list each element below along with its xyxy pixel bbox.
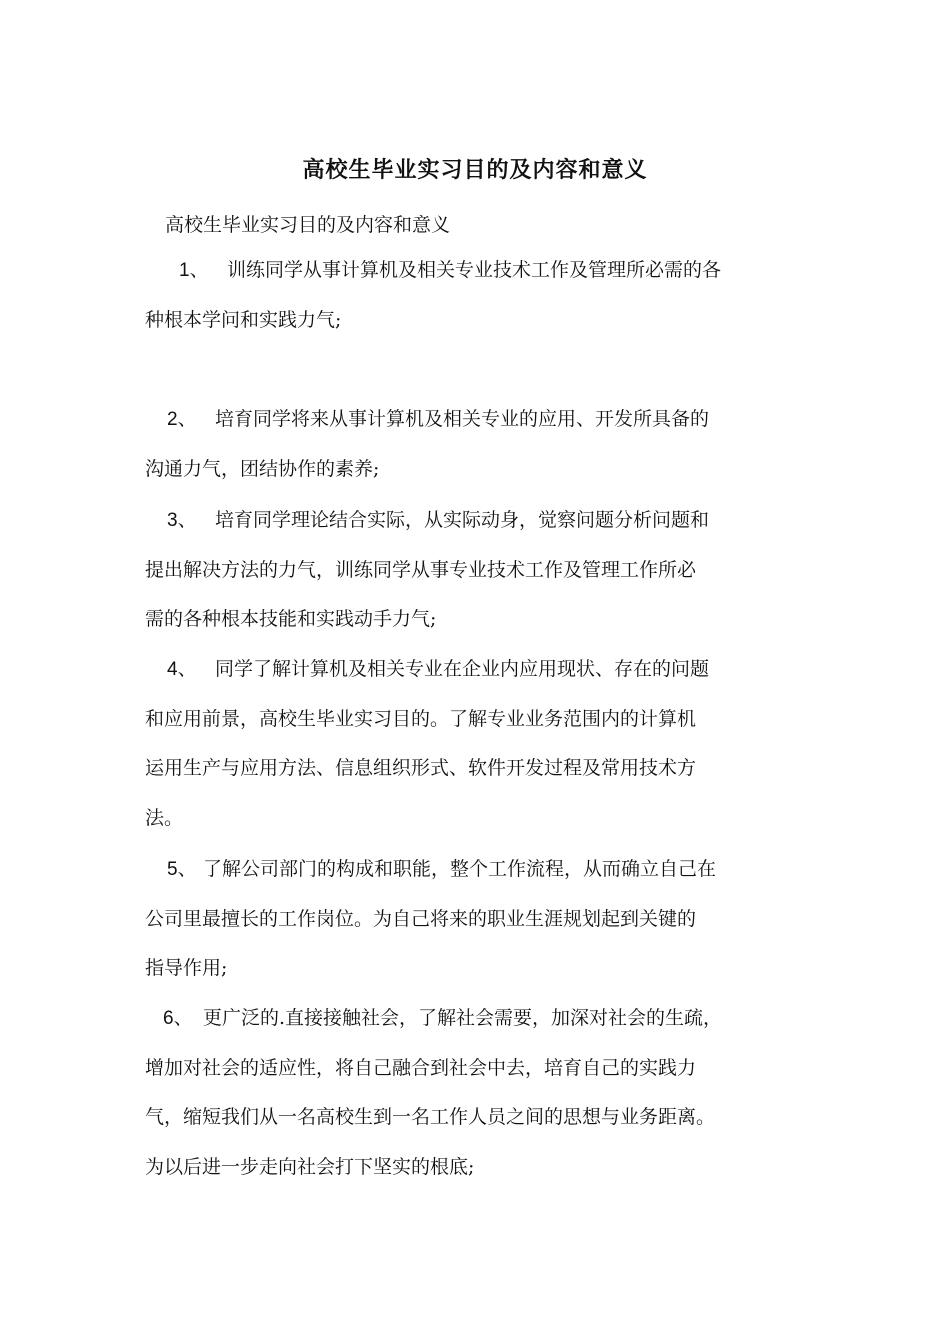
paragraph-line: 公司里最擅长的工作岗位。为自己将来的职业生涯规划起到关键的 <box>145 907 697 930</box>
paragraph-line: 法。 <box>145 806 184 829</box>
paragraph-line: 增加对社会的适应性，将自己融合到社会中去，培育自己的实践力 <box>145 1056 697 1079</box>
paragraph-line: 为以后进一步走向社会打下坚实的根底; <box>145 1155 475 1178</box>
paragraph-line: 气，缩短我们从一名高校生到一名工作人员之间的思想与业务距离。 <box>145 1106 716 1129</box>
item-number: 3、 <box>167 510 197 531</box>
list-item-6 <box>145 994 810 1192</box>
paragraph-line <box>145 246 810 296</box>
list-item-1 <box>145 246 810 345</box>
document-title: 高校生毕业实习目的及内容和意义 <box>302 157 648 183</box>
paragraph-line: 沟通力气，团结协作的素养; <box>145 457 380 480</box>
item-number: 1、 <box>179 260 209 281</box>
item-text: 更广泛的.直接接触社会，了解社会需要，加深对社会的生疏， <box>203 1007 723 1029</box>
paragraph-line: 运用生产与应用方法、信息组织形式、软件开发过程及常用技术方 <box>145 757 697 780</box>
document-subtitle: 高校生毕业实习目的及内容和意义 <box>165 214 451 236</box>
paragraph-line <box>145 845 810 895</box>
item-text: 了解公司部门的构成和职能，整个工作流程，从而确立自己在 <box>203 858 717 880</box>
paragraph-line: 种根本学问和实践力气; <box>145 308 342 331</box>
item-number: 5、 <box>167 859 197 880</box>
list-item-5 <box>145 845 810 994</box>
paragraph-line: 指导作用; <box>145 957 228 980</box>
item-text: 训练同学从事计算机及相关专业技术工作及管理所必需的各 <box>227 259 722 281</box>
list-item-3 <box>145 496 810 645</box>
list-item-2 <box>145 395 810 494</box>
paragraph-line: 和应用前景，高校生毕业实习目的。了解专业业务范围内的计算机 <box>145 707 697 730</box>
item-text: 培育同学将来从事计算机及相关专业的应用、开发所具备的 <box>215 408 710 430</box>
item-number: 4、 <box>167 659 197 680</box>
paragraph-line <box>145 496 810 546</box>
paragraph-line: 提出解决方法的力气，训练同学从事专业技术工作及管理工作所必 <box>145 558 697 581</box>
item-text: 同学了解计算机及相关专业在企业内应用现状、存在的问题 <box>215 658 710 680</box>
paragraph-line <box>145 994 810 1044</box>
paragraph-line: 需的各种根本技能和实践动手力气; <box>145 608 437 631</box>
list-item-4 <box>145 645 810 843</box>
paragraph-line <box>145 395 810 445</box>
item-text: 培育同学理论结合实际，从实际动身，觉察问题分析问题和 <box>215 509 710 531</box>
paragraph-line <box>145 645 810 695</box>
item-number: 6、 <box>163 1008 193 1029</box>
item-number: 2、 <box>167 409 197 430</box>
